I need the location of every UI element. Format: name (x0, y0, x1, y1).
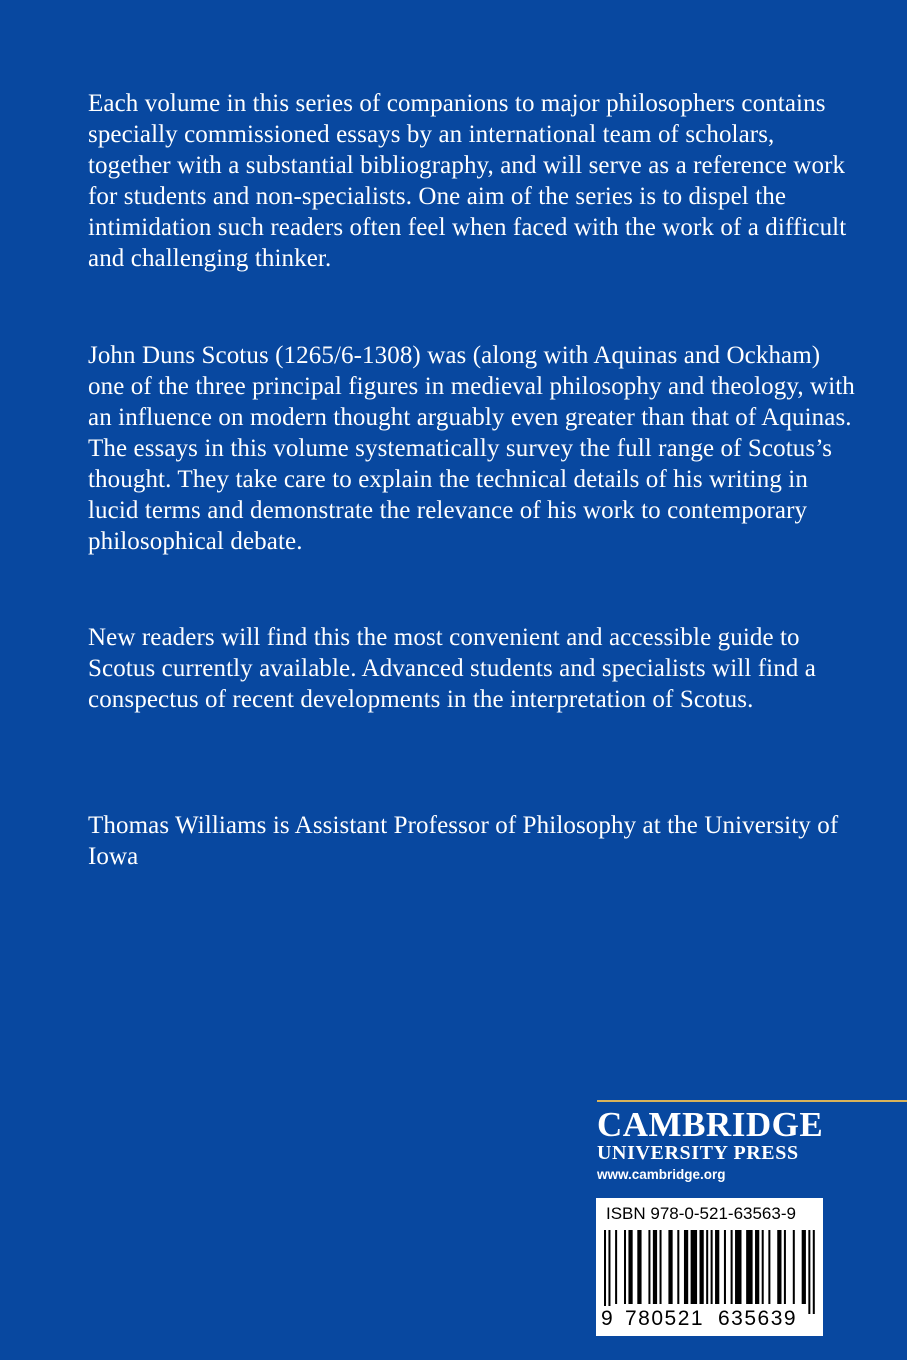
publisher-logo (597, 1105, 837, 1185)
barcode-bar (691, 1230, 697, 1304)
barcode-icon (604, 1230, 815, 1314)
barcode-bar (755, 1230, 759, 1304)
barcode-bar (762, 1230, 764, 1304)
barcode-bar (700, 1230, 704, 1304)
barcode-bar (808, 1230, 810, 1314)
isbn-label: ISBN 978-0-521-63563-9 (606, 1204, 796, 1223)
publisher-rule (597, 1100, 907, 1102)
barcode-bar (793, 1230, 795, 1304)
barcode-bar (624, 1230, 626, 1304)
barcode-digits-right: 635639 (718, 1307, 798, 1330)
barcode-bar (668, 1230, 672, 1304)
barcode-bar (768, 1230, 770, 1304)
publisher-name: CAMBRIDGE (597, 1105, 824, 1144)
barcode-bar (711, 1230, 713, 1304)
barcode-bar (715, 1230, 719, 1304)
barcode-bar (813, 1230, 815, 1314)
book-description: John Duns Scotus (1265/6-1308) was (along with Aquinas and Ockham) one of the three principal figures in medieval philosophy and theology, with an influence on modern thought arguably even greater than that of Aquinas. The essays in this volume systematically survey the full range of Scotus’s thought. They take care to explain the technical details of his writing in lucid terms and demonstrate the relevance of his work to contemporary philosophical debate. (88, 342, 855, 555)
barcode-bar (637, 1230, 641, 1304)
barcode-bar (628, 1230, 632, 1304)
barcode-bar (746, 1230, 752, 1304)
barcode-bar (677, 1230, 679, 1304)
barcode-bar (608, 1230, 610, 1314)
barcode-bar (684, 1230, 688, 1304)
barcode-digit-first: 9 (601, 1307, 613, 1330)
barcode-bar (660, 1230, 662, 1304)
barcode-bar (706, 1230, 708, 1304)
barcode-bar (735, 1230, 741, 1304)
barcode-panel (596, 1198, 823, 1336)
barcode-bar (731, 1230, 733, 1304)
barcode-bar (802, 1230, 806, 1304)
barcode-bar (615, 1230, 617, 1304)
audience-description: New readers will find this the most convenient and accessible guide to Scotus currently available. Advanced students and specialists will find a conspectus of recent developments in the interpretation of Scotus. (88, 624, 816, 713)
barcode-bar (604, 1230, 606, 1314)
publisher-url: www.cambridge.org (597, 1167, 726, 1182)
barcode-bar (648, 1230, 650, 1304)
barcode-bar (653, 1230, 657, 1304)
barcode-bar (724, 1230, 726, 1304)
barcode-digits-left: 780521 (625, 1307, 705, 1330)
barcode-bar (777, 1230, 781, 1304)
author-bio: Thomas Williams is Assistant Professor of Philosophy at the University of Iowa (88, 812, 839, 870)
barcode-bar (784, 1230, 786, 1304)
publisher-subtitle: UNIVERSITY PRESS (597, 1142, 799, 1164)
series-description: Each volume in this series of companions to major philosophers contains specially commissioned essays by an international team of scholars, together with a substantial bibliography, and will serve as a reference work for students and non-specialists. One aim of the series is to dispel the intimidation such readers often feel when faced with the work of a difficult and challenging thinker. (88, 90, 847, 272)
